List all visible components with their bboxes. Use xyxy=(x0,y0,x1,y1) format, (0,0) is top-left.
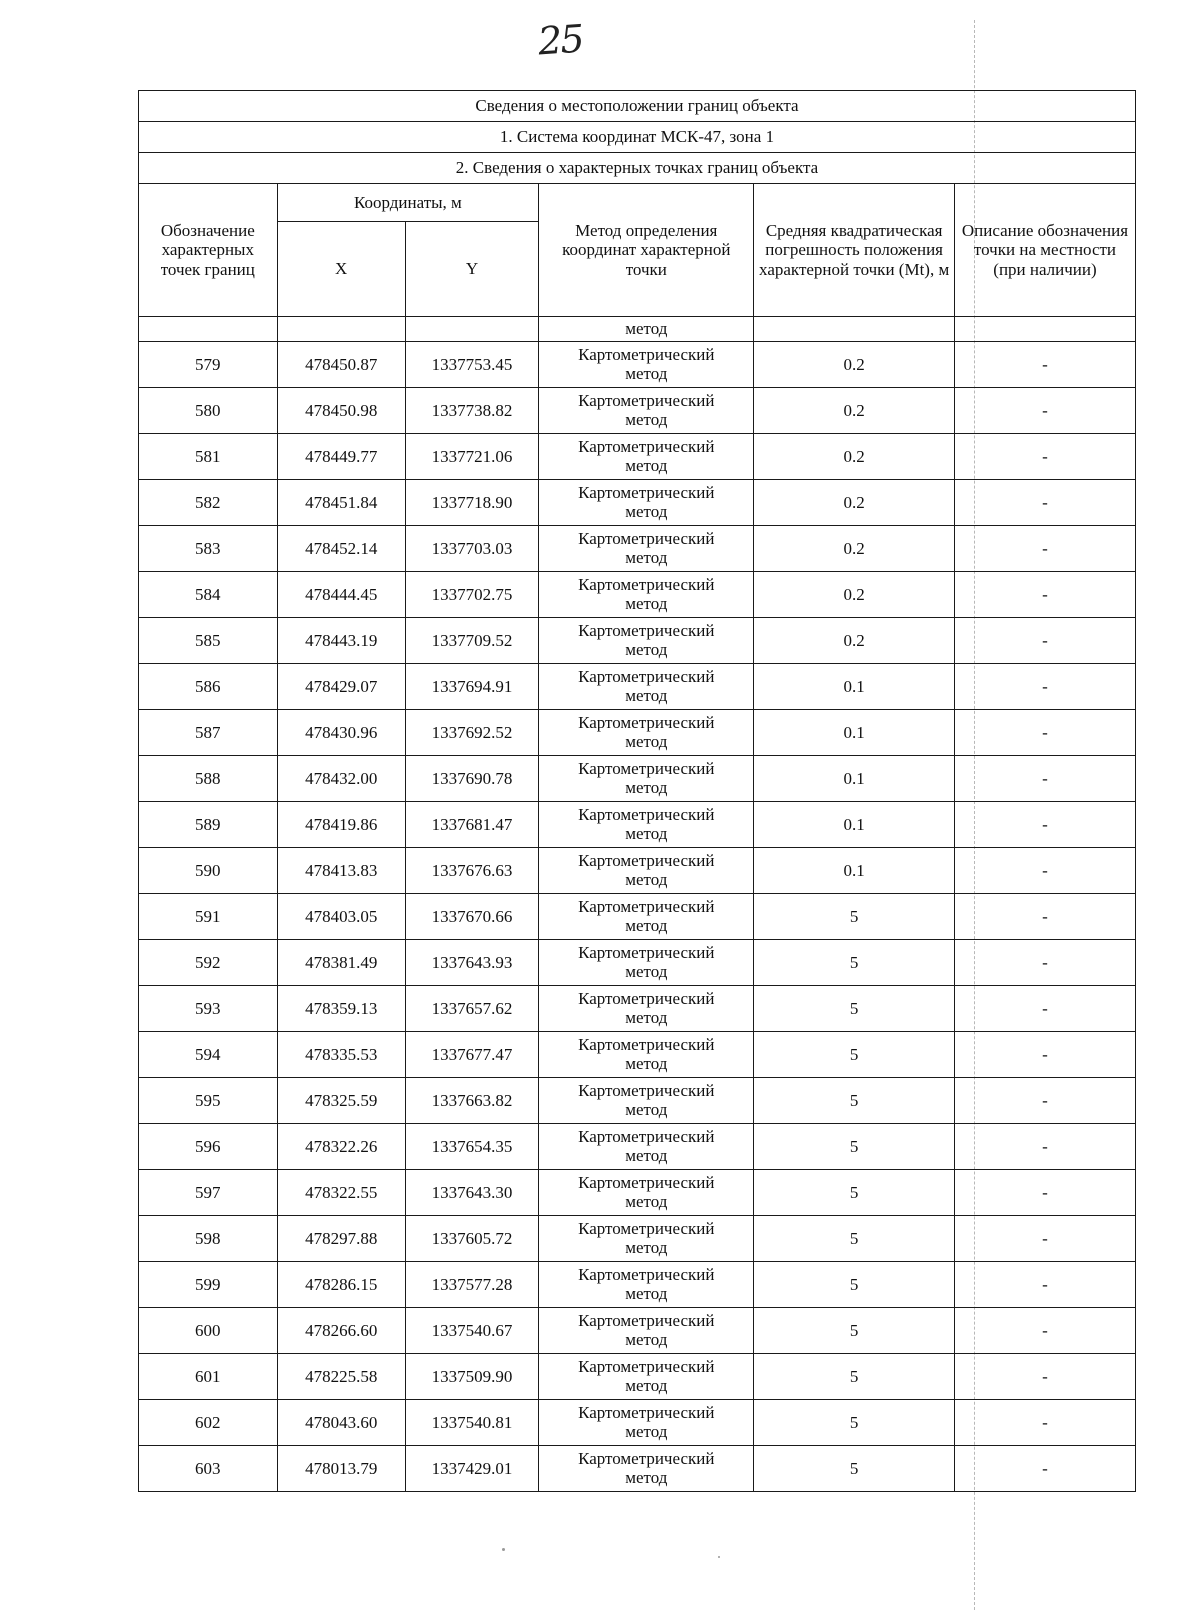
method-line-2: метод xyxy=(625,1375,668,1395)
description-cell: - xyxy=(954,894,1135,940)
y-cell: 1337643.93 xyxy=(405,940,538,986)
mt-cell: 0.2 xyxy=(754,572,955,618)
mt-cell: 5 xyxy=(754,1354,955,1400)
description-cell: - xyxy=(954,664,1135,710)
table-row xyxy=(139,1032,1136,1078)
point-cell: 603 xyxy=(139,1446,278,1492)
point-cell: 581 xyxy=(139,434,278,480)
method-cell xyxy=(539,940,754,986)
point-cell: 591 xyxy=(139,894,278,940)
y-cell: 1337702.75 xyxy=(405,572,538,618)
method-line-2: метод xyxy=(625,1237,668,1257)
header-method: Метод определения координат характерной точки xyxy=(539,184,754,317)
method-cell xyxy=(539,1262,754,1308)
x-cell: 478359.13 xyxy=(277,986,405,1032)
method-line-1: Картометрический xyxy=(578,436,715,456)
table-row xyxy=(139,1078,1136,1124)
method-line-2: метод xyxy=(625,685,668,705)
y-cell: 1337703.03 xyxy=(405,526,538,572)
mt-cell: 0.2 xyxy=(754,434,955,480)
description-cell: - xyxy=(954,526,1135,572)
description-cell: - xyxy=(954,1032,1135,1078)
header-designation: Обозначение характерных точек границ xyxy=(139,184,278,317)
method-line-1: Картометрический xyxy=(578,804,715,824)
method-cell xyxy=(539,848,754,894)
x-cell: 478450.87 xyxy=(277,342,405,388)
point-cell: 592 xyxy=(139,940,278,986)
x-cell: 478297.88 xyxy=(277,1216,405,1262)
continuation-row xyxy=(139,317,1136,342)
y-cell: 1337657.62 xyxy=(405,986,538,1032)
method-line-1: Картометрический xyxy=(578,390,715,410)
table-title: Сведения о местоположении границ объекта xyxy=(139,91,1136,122)
description-cell: - xyxy=(954,1170,1135,1216)
y-cell: 1337670.66 xyxy=(405,894,538,940)
mt-cell: 0.2 xyxy=(754,480,955,526)
description-cell: - xyxy=(954,986,1135,1032)
header-description: Описание обозначения точки на местности (при наличии) xyxy=(954,184,1135,317)
mt-cell: 0.1 xyxy=(754,664,955,710)
point-cell: 598 xyxy=(139,1216,278,1262)
method-line-2: метод xyxy=(625,1329,668,1349)
method-line-1: Картометрический xyxy=(578,1402,715,1422)
mt-cell: 5 xyxy=(754,1400,955,1446)
x-cell: 478225.58 xyxy=(277,1354,405,1400)
x-cell: 478322.55 xyxy=(277,1170,405,1216)
x-cell: 478419.86 xyxy=(277,802,405,848)
coordinate-system-row xyxy=(139,122,1136,153)
mt-cell: 0.1 xyxy=(754,756,955,802)
method-line-1: Картометрический xyxy=(578,574,715,594)
point-cell: 602 xyxy=(139,1400,278,1446)
y-cell: 1337692.52 xyxy=(405,710,538,756)
y-cell: 1337677.47 xyxy=(405,1032,538,1078)
point-cell: 599 xyxy=(139,1262,278,1308)
y-cell: 1337718.90 xyxy=(405,480,538,526)
table-row xyxy=(139,802,1136,848)
point-cell: 601 xyxy=(139,1354,278,1400)
method-line-2: метод xyxy=(625,1191,668,1211)
method-line-1: Картометрический xyxy=(578,620,715,640)
x-cell: 478413.83 xyxy=(277,848,405,894)
mt-cell: 5 xyxy=(754,1262,955,1308)
y-cell: 1337540.67 xyxy=(405,1308,538,1354)
point-cell: 594 xyxy=(139,1032,278,1078)
table-row xyxy=(139,526,1136,572)
method-cell xyxy=(539,1170,754,1216)
method-line-1: Картометрический xyxy=(578,1080,715,1100)
table-row xyxy=(139,480,1136,526)
method-line-2: метод xyxy=(625,1053,668,1073)
method-cell xyxy=(539,756,754,802)
y-cell: 1337738.82 xyxy=(405,388,538,434)
mt-cell: 5 xyxy=(754,1308,955,1354)
y-cell: 1337429.01 xyxy=(405,1446,538,1492)
method-cell xyxy=(539,1308,754,1354)
table-row xyxy=(139,1446,1136,1492)
description-cell: - xyxy=(954,1078,1135,1124)
description-cell: - xyxy=(954,848,1135,894)
method-line-1: Картометрический xyxy=(578,758,715,778)
method-cell xyxy=(539,664,754,710)
method-cell xyxy=(539,526,754,572)
method-line-1: Картометрический xyxy=(578,1172,715,1192)
mt-cell: 0.2 xyxy=(754,342,955,388)
x-cell: 478443.19 xyxy=(277,618,405,664)
method-line-2: метод xyxy=(625,1099,668,1119)
description-cell: - xyxy=(954,802,1135,848)
table-title-row xyxy=(139,91,1136,122)
method-cell xyxy=(539,894,754,940)
table-row xyxy=(139,1400,1136,1446)
description-cell: - xyxy=(954,1308,1135,1354)
method-cell xyxy=(539,1124,754,1170)
method-line-1: Картометрический xyxy=(578,1264,715,1284)
x-cell: 478043.60 xyxy=(277,1400,405,1446)
table-row xyxy=(139,848,1136,894)
table-row xyxy=(139,1124,1136,1170)
table-row xyxy=(139,388,1136,434)
method-line-1: Картометрический xyxy=(578,896,715,916)
method-line-1: Картометрический xyxy=(578,1310,715,1330)
method-line-1: Картометрический xyxy=(578,666,715,686)
method-line-2: метод xyxy=(625,1283,668,1303)
method-line-2: метод xyxy=(625,547,668,567)
description-cell: - xyxy=(954,342,1135,388)
point-cell: 590 xyxy=(139,848,278,894)
description-cell: - xyxy=(954,388,1135,434)
y-cell: 1337753.45 xyxy=(405,342,538,388)
x-cell: 478444.45 xyxy=(277,572,405,618)
method-line-1: Картометрический xyxy=(578,1448,715,1468)
scan-speck xyxy=(718,1556,720,1558)
table-row xyxy=(139,1354,1136,1400)
mt-cell: 5 xyxy=(754,1446,955,1492)
description-cell: - xyxy=(954,572,1135,618)
description-cell: - xyxy=(954,480,1135,526)
header-y: Y xyxy=(405,222,538,317)
point-cell: 593 xyxy=(139,986,278,1032)
x-cell: 478325.59 xyxy=(277,1078,405,1124)
header-x: X xyxy=(277,222,405,317)
x-cell: 478335.53 xyxy=(277,1032,405,1078)
x-cell: 478429.07 xyxy=(277,664,405,710)
column-header-row xyxy=(139,184,1136,222)
y-cell: 1337694.91 xyxy=(405,664,538,710)
y-cell: 1337663.82 xyxy=(405,1078,538,1124)
method-cell xyxy=(539,480,754,526)
mt-cell: 0.2 xyxy=(754,526,955,572)
mt-cell: 0.1 xyxy=(754,848,955,894)
method-line-2: метод xyxy=(625,501,668,521)
point-cell: 579 xyxy=(139,342,278,388)
method-line-1: Картометрический xyxy=(578,712,715,732)
method-line-2: метод xyxy=(625,823,668,843)
method-line-2: метод xyxy=(625,869,668,889)
mt-cell: 0.1 xyxy=(754,710,955,756)
point-cell: 585 xyxy=(139,618,278,664)
description-cell: - xyxy=(954,1124,1135,1170)
table-row xyxy=(139,434,1136,480)
point-cell: 589 xyxy=(139,802,278,848)
x-cell: 478452.14 xyxy=(277,526,405,572)
method-line-1: Картометрический xyxy=(578,1218,715,1238)
point-cell: 595 xyxy=(139,1078,278,1124)
method-line-1: Картометрический xyxy=(578,482,715,502)
header-coordinates: Координаты, м xyxy=(277,184,539,222)
table-row xyxy=(139,940,1136,986)
y-cell: 1337709.52 xyxy=(405,618,538,664)
y-cell: 1337605.72 xyxy=(405,1216,538,1262)
description-cell: - xyxy=(954,434,1135,480)
method-line-2: метод xyxy=(625,455,668,475)
method-line-1: Картометрический xyxy=(578,988,715,1008)
mt-cell: 5 xyxy=(754,1078,955,1124)
method-line-1: Картометрический xyxy=(578,1126,715,1146)
method-line-1: Картометрический xyxy=(578,850,715,870)
method-line-2: метод xyxy=(625,363,668,383)
mt-cell: 5 xyxy=(754,1216,955,1262)
method-line-1: Картометрический xyxy=(578,942,715,962)
mt-cell: 5 xyxy=(754,1124,955,1170)
method-line-2: метод xyxy=(625,593,668,613)
x-cell: 478430.96 xyxy=(277,710,405,756)
y-cell: 1337676.63 xyxy=(405,848,538,894)
method-line-2: метод xyxy=(625,1467,668,1487)
point-cell: 586 xyxy=(139,664,278,710)
y-cell: 1337509.90 xyxy=(405,1354,538,1400)
continuation-fragment: метод xyxy=(539,317,754,342)
table-subtitle: 2. Сведения о характерных точках границ объекта xyxy=(139,153,1136,184)
x-cell: 478013.79 xyxy=(277,1446,405,1492)
method-cell xyxy=(539,1216,754,1262)
table-row xyxy=(139,618,1136,664)
point-cell: 583 xyxy=(139,526,278,572)
mt-cell: 5 xyxy=(754,940,955,986)
method-line-2: метод xyxy=(625,915,668,935)
y-cell: 1337577.28 xyxy=(405,1262,538,1308)
method-line-2: метод xyxy=(625,731,668,751)
method-cell xyxy=(539,572,754,618)
point-cell: 584 xyxy=(139,572,278,618)
description-cell: - xyxy=(954,1400,1135,1446)
mt-cell: 5 xyxy=(754,1032,955,1078)
x-cell: 478449.77 xyxy=(277,434,405,480)
table-row xyxy=(139,986,1136,1032)
method-cell xyxy=(539,618,754,664)
y-cell: 1337654.35 xyxy=(405,1124,538,1170)
method-cell xyxy=(539,342,754,388)
method-cell xyxy=(539,434,754,480)
mt-cell: 0.2 xyxy=(754,618,955,664)
point-cell: 600 xyxy=(139,1308,278,1354)
mt-cell: 5 xyxy=(754,1170,955,1216)
y-cell: 1337681.47 xyxy=(405,802,538,848)
method-line-2: метод xyxy=(625,1007,668,1027)
table-row xyxy=(139,664,1136,710)
mt-cell: 5 xyxy=(754,894,955,940)
method-cell xyxy=(539,710,754,756)
method-cell xyxy=(539,388,754,434)
method-cell xyxy=(539,1078,754,1124)
method-line-1: Картометрический xyxy=(578,528,715,548)
y-cell: 1337643.30 xyxy=(405,1170,538,1216)
description-cell: - xyxy=(954,618,1135,664)
method-line-2: метод xyxy=(625,961,668,981)
table-subtitle-row xyxy=(139,153,1136,184)
y-cell: 1337721.06 xyxy=(405,434,538,480)
x-cell: 478403.05 xyxy=(277,894,405,940)
table-row xyxy=(139,572,1136,618)
point-cell: 596 xyxy=(139,1124,278,1170)
table-row xyxy=(139,710,1136,756)
method-line-2: метод xyxy=(625,1421,668,1441)
method-cell xyxy=(539,986,754,1032)
x-cell: 478450.98 xyxy=(277,388,405,434)
header-error: Средняя квадратическая погрешность положения характерной точки (Mt), м xyxy=(754,184,955,317)
method-line-2: метод xyxy=(625,1145,668,1165)
method-cell xyxy=(539,1446,754,1492)
coordinate-system: 1. Система координат МСК-47, зона 1 xyxy=(139,122,1136,153)
mt-cell: 5 xyxy=(754,986,955,1032)
y-cell: 1337690.78 xyxy=(405,756,538,802)
table-row xyxy=(139,1308,1136,1354)
method-cell xyxy=(539,1032,754,1078)
description-cell: - xyxy=(954,1216,1135,1262)
mt-cell: 0.2 xyxy=(754,388,955,434)
x-cell: 478286.15 xyxy=(277,1262,405,1308)
page-number: 25 xyxy=(536,16,584,64)
table-body xyxy=(139,317,1136,1492)
description-cell: - xyxy=(954,756,1135,802)
point-cell: 588 xyxy=(139,756,278,802)
method-line-1: Картометрический xyxy=(578,344,715,364)
x-cell: 478432.00 xyxy=(277,756,405,802)
table-row xyxy=(139,342,1136,388)
x-cell: 478266.60 xyxy=(277,1308,405,1354)
scan-speck xyxy=(502,1548,505,1551)
method-line-2: метод xyxy=(625,639,668,659)
y-cell: 1337540.81 xyxy=(405,1400,538,1446)
point-cell: 582 xyxy=(139,480,278,526)
method-line-1: Картометрический xyxy=(578,1034,715,1054)
description-cell: - xyxy=(954,1446,1135,1492)
point-cell: 587 xyxy=(139,710,278,756)
table-row xyxy=(139,894,1136,940)
x-cell: 478451.84 xyxy=(277,480,405,526)
method-line-2: метод xyxy=(625,777,668,797)
boundary-points-table xyxy=(138,90,1136,1492)
x-cell: 478322.26 xyxy=(277,1124,405,1170)
table-row xyxy=(139,1170,1136,1216)
method-cell xyxy=(539,1400,754,1446)
table-row xyxy=(139,756,1136,802)
point-cell: 597 xyxy=(139,1170,278,1216)
table-row xyxy=(139,1262,1136,1308)
description-cell: - xyxy=(954,1354,1135,1400)
table-row xyxy=(139,1216,1136,1262)
x-cell: 478381.49 xyxy=(277,940,405,986)
mt-cell: 0.1 xyxy=(754,802,955,848)
description-cell: - xyxy=(954,940,1135,986)
method-cell xyxy=(539,802,754,848)
point-cell: 580 xyxy=(139,388,278,434)
method-cell xyxy=(539,1354,754,1400)
method-line-2: метод xyxy=(625,409,668,429)
method-line-1: Картометрический xyxy=(578,1356,715,1376)
description-cell: - xyxy=(954,710,1135,756)
description-cell: - xyxy=(954,1262,1135,1308)
